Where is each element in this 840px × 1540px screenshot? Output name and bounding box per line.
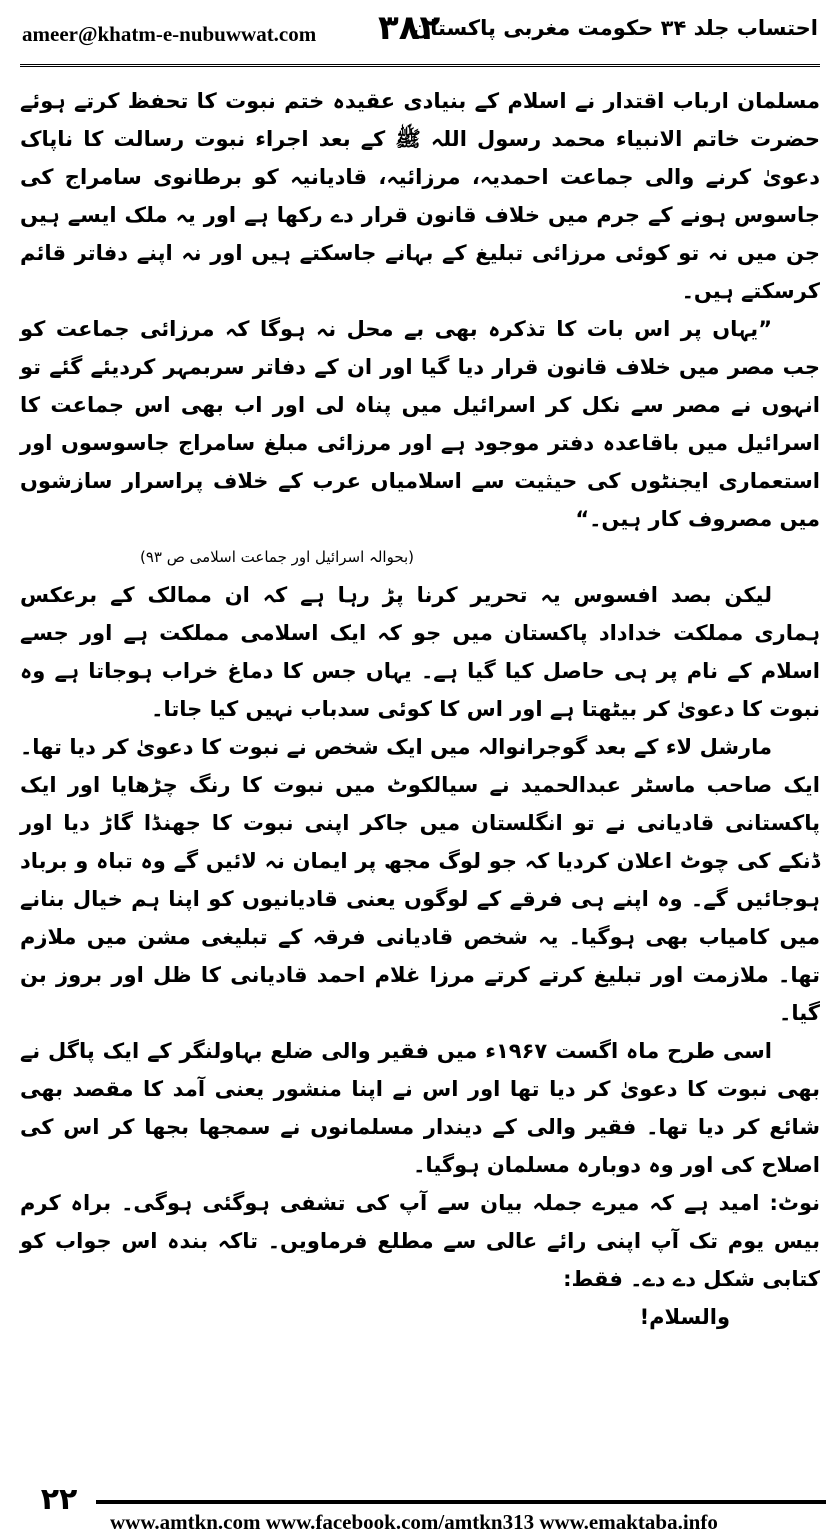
footer-links[interactable]: www.amtkn.com www.facebook.com/amtkn313 www.emaktaba.info [110, 1510, 718, 1534]
page-footer [0, 1482, 840, 1540]
page-header [0, 0, 840, 68]
paragraph-intro: مسلمان ارباب اقتدار نے اسلام کے بنیادی عقیدہ ختم نبوت کا تحفظ کرتے ہوئے حضرت خاتم الانبیاء محمد رسول اللہ ﷺ کے بعد اجراء نبوت رسالت کا ناپاک دعویٰ کرنے والی جماعت احمدیہ، مرزائیہ، قادیانیہ کو برطانوی سامراج کی جاسوس ہونے کے جرم میں خلاف قانون قرار دے رکھا ہے اور یہ ملک ایسے ہیں جن میں نہ تو کوئی مرزائی تبلیغ کے بہانے جاسکتے ہیں اور نہ اپنے دفاتر قائم کرسکتے ہیں۔ [20, 89, 820, 303]
signoff: والسلام! [639, 1305, 730, 1329]
paragraph-quotation: ”یہاں پر اس بات کا تذکرہ بھی بے محل نہ ہوگا کہ مرزائی جماعت کو جب مصر میں خلاف قانون قرار دیا گیا اور ان کے دفاتر سربمہر کردیئے گئے تو انہوں نے مصر سے نکل کر اسرائیل میں پناہ لی اور اب بھی اس جماعت کا اسرائیل میں باقاعدہ دفتر موجود ہے اور مرزائی مبلغ سامراج جاسوسوں اور استعماری ایجنٹوں کی حیثیت سے اسلامیاں عرب کے خلاف پراسرار سازشوں میں مصروف کار ہیں۔“ [20, 317, 820, 531]
paragraph-pakistan: لیکن بصد افسوس یہ تحریر کرنا پڑ رہا ہے کہ ان ممالک کے برعکس ہماری مملکت خداداد پاکستان میں جو کہ ایک اسلامی مملکت ہے اور جسے اسلام کے نام پر ہی حاصل کیا گیا ہے۔ یہاں جس کا دماغ خراب ہوجاتا ہے وہ نبوت کا دعویٰ کر بیٹھتا ہے اور اس کا کوئی سدباب نہیں کیا جاتا۔ [20, 583, 820, 721]
header-divider [20, 64, 820, 67]
footer-divider [96, 1500, 826, 1504]
paragraph-note: نوٹ: امید ہے کہ میرے جملہ بیان سے آپ کی تشفی ہوگئی ہوگی۔ براہ کرم بیس یوم تک آپ اپنی رائے عالی سے مطلع فرماویں۔ تاکہ بندہ اس جواب کو کتابی شکل دے دے۔ فقط: [20, 1191, 820, 1291]
citation-reference: (بحوالہ اسرائیل اور جماعت اسلامی ص ۹۳) [140, 548, 415, 566]
paragraph-faqirwali: اسی طرح ماہ اگست ۱۹۶۷ء میں فقیر والی ضلع بہاولنگر کے ایک پاگل نے بھی نبوت کا دعویٰ کر دیا تھا اور اس نے اپنا منشور یعنی آمد کا مقصد بھی شائع کر دیا تھا۔ فقیر والی کے دیندار مسلمانوں نے سمجھا بجھا کر اس کی اصلاح کی اور وہ دوبارہ مسلمان ہوگیا۔ [20, 1039, 820, 1177]
header-email[interactable]: ameer@khatm-e-nubuwwat.com [22, 22, 317, 46]
citation-line [20, 538, 820, 576]
paragraph-claimants: مارشل لاء کے بعد گوجرانوالہ میں ایک شخص نے نبوت کا دعویٰ کر دیا تھا۔ ایک صاحب ماسٹر عبدالحمید نے سیالکوٹ میں نبوت کا رنگ چڑھایا اور ایک پاکستانی قادیانی نے تو انگلستان میں جاکر اپنی نبوت کا جھنڈا گاڑ دیا اور ڈنکے کی چوٹ اعلان کردیا کہ جو لوگ مجھ پر ایمان نہ لائیں گے وہ تباہ و برباد ہوجائیں گے۔ وہ اپنے ہی فرقے کے لوگوں یعنی قادیانیوں کو اپنا ہم خیال بنانے میں کامیاب بھی ہوگیا۔ یہ شخص قادیانی فرقہ کے تبلیغی مشن میں ملازم تھا۔ ملازمت اور تبلیغ کرتے کرتے مرزا غلام احمد قادیانی کا ظل اور بروز بن گیا۔ [20, 735, 820, 1025]
body-text [20, 82, 820, 1462]
footer-page-number: ۲۲ [40, 1482, 78, 1517]
header-page-number: ۳۸۲ [378, 8, 441, 48]
header-book-title: احتساب جلد ۳۴ حکومت مغربی پاکستان [412, 16, 818, 40]
